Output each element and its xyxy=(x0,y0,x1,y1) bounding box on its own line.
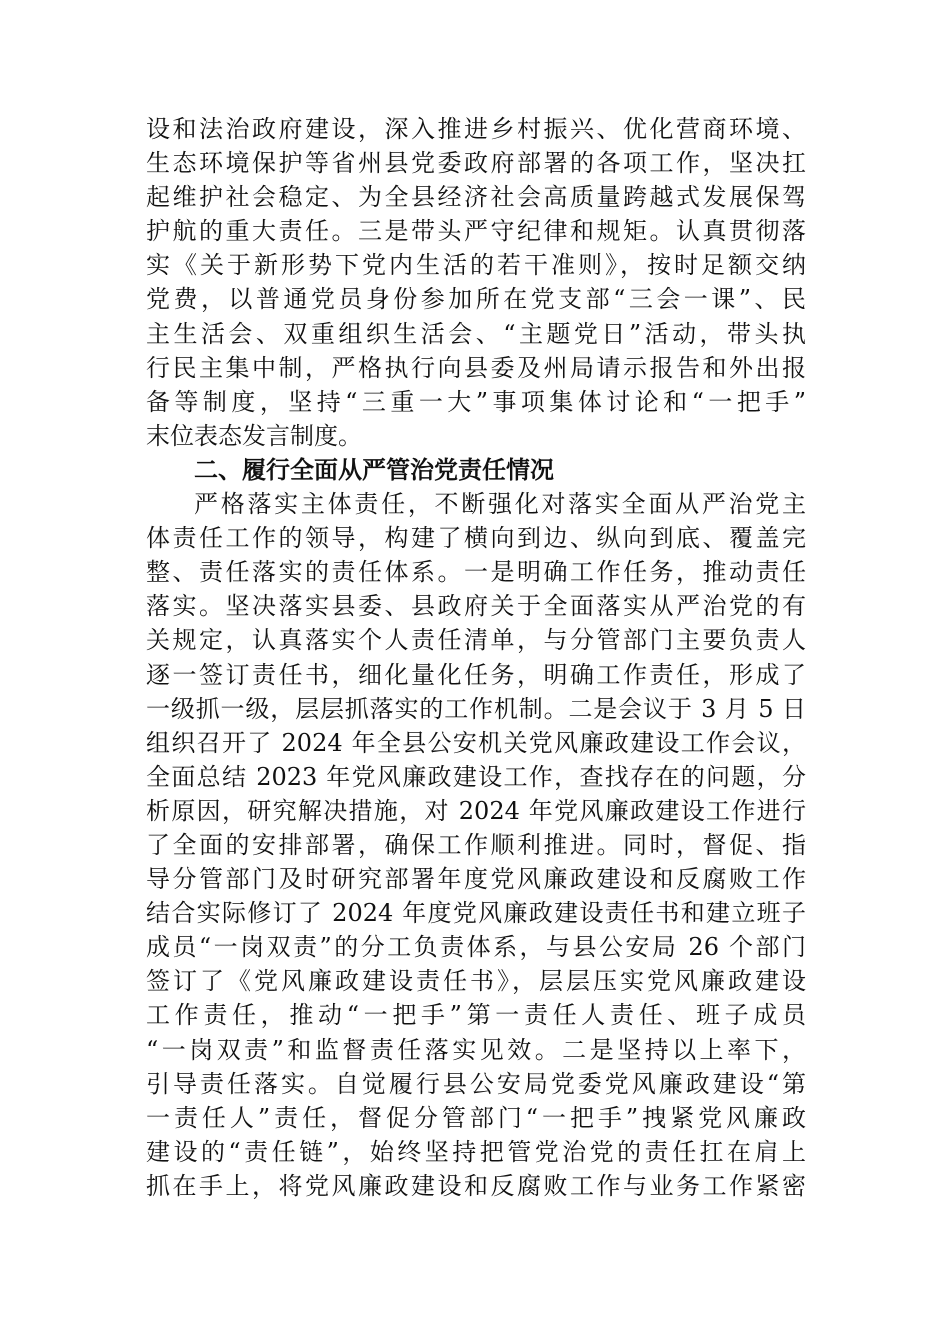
body-line: 建设的“责任链”，始终坚持把管党治党的责任扛在肩上 xyxy=(146,1137,806,1166)
body-line: 一级抓一级，层层抓落实的工作机制。二是会议于 3 月 5 日 xyxy=(146,694,806,723)
body-line: 严格落实主体责任，不断强化对落实全面从严治党主 xyxy=(194,490,806,519)
body-line: 抓在手上，将党风廉政建设和反腐败工作与业务工作紧密 xyxy=(146,1171,806,1200)
body-line: 了全面的安排部署，确保工作顺利推进。同时，督促、指 xyxy=(146,830,806,859)
body-line: 析原因，研究解决措施，对 2024 年党风廉政建设工作进行 xyxy=(146,796,806,825)
body-line: 党费，以普通党员身份参加所在党支部“三会一课”、民 xyxy=(146,285,806,314)
body-line: 签订了《党风廉政建设责任书》，层层压实党风廉政建设 xyxy=(146,967,806,996)
body-line: 备等制度，坚持“三重一大”事项集体讨论和“一把手” xyxy=(146,387,806,416)
body-line: 实《关于新形势下党内生活的若干准则》，按时足额交纳 xyxy=(146,251,806,280)
body-line: 成员“一岗双责”的分工负责体系，与县公安局 26 个部门 xyxy=(146,933,806,962)
body-line: 主生活会、双重组织生活会、“主题党日”活动，带头执 xyxy=(146,319,806,348)
body-line: 设和法治政府建设，深入推进乡村振兴、优化营商环境、 xyxy=(146,115,806,143)
body-line: 体责任工作的领导，构建了横向到边、纵向到底、覆盖完 xyxy=(146,524,806,553)
document-body xyxy=(146,112,806,1203)
body-line: 导分管部门及时研究部署年度党风廉政建设和反腐败工作 xyxy=(146,865,806,894)
body-line: 全面总结 2023 年党风廉政建设工作，查找存在的问题，分 xyxy=(146,762,806,791)
body-line: 生态环境保护等省州县党委政府部署的各项工作，坚决扛 xyxy=(146,149,806,178)
body-line: 工作责任，推动“一把手”第一责任人责任、班子成员 xyxy=(146,1001,806,1030)
body-line: 整、责任落实的责任体系。一是明确工作任务，推动责任 xyxy=(146,558,806,587)
body-line: 护航的重大责任。三是带头严守纪律和规矩。认真贯彻落 xyxy=(146,217,806,246)
body-line: 关规定，认真落实个人责任清单，与分管部门主要负责人 xyxy=(146,626,806,655)
body-line: 结合实际修订了 2024 年度党风廉政建设责任书和建立班子 xyxy=(146,899,806,928)
body-line: 组织召开了 2024 年全县公安机关党风廉政建设工作会议， xyxy=(146,728,806,757)
section-heading: 二、履行全面从严管治党责任情况 xyxy=(194,455,554,484)
body-line: 行民主集中制，严格执行向县委及州局请示报告和外出报 xyxy=(146,353,806,382)
body-line: “一岗双责”和监督责任落实见效。二是坚持以上率下， xyxy=(146,1035,806,1064)
body-line: 引导责任落实。自觉履行县公安局党委党风廉政建设“第 xyxy=(146,1069,806,1098)
body-line: 起维护社会稳定、为全县经济社会高质量跨越式发展保驾 xyxy=(146,183,806,212)
body-line: 落实。坚决落实县委、县政府关于全面落实从严治党的有 xyxy=(146,592,806,621)
body-line: 逐一签订责任书，细化量化任务，明确工作责任，形成了 xyxy=(146,660,806,689)
body-line: 末位表态发言制度。 xyxy=(146,421,362,450)
body-line: 一责任人”责任，督促分管部门“一把手”拽紧党风廉政 xyxy=(146,1103,806,1132)
